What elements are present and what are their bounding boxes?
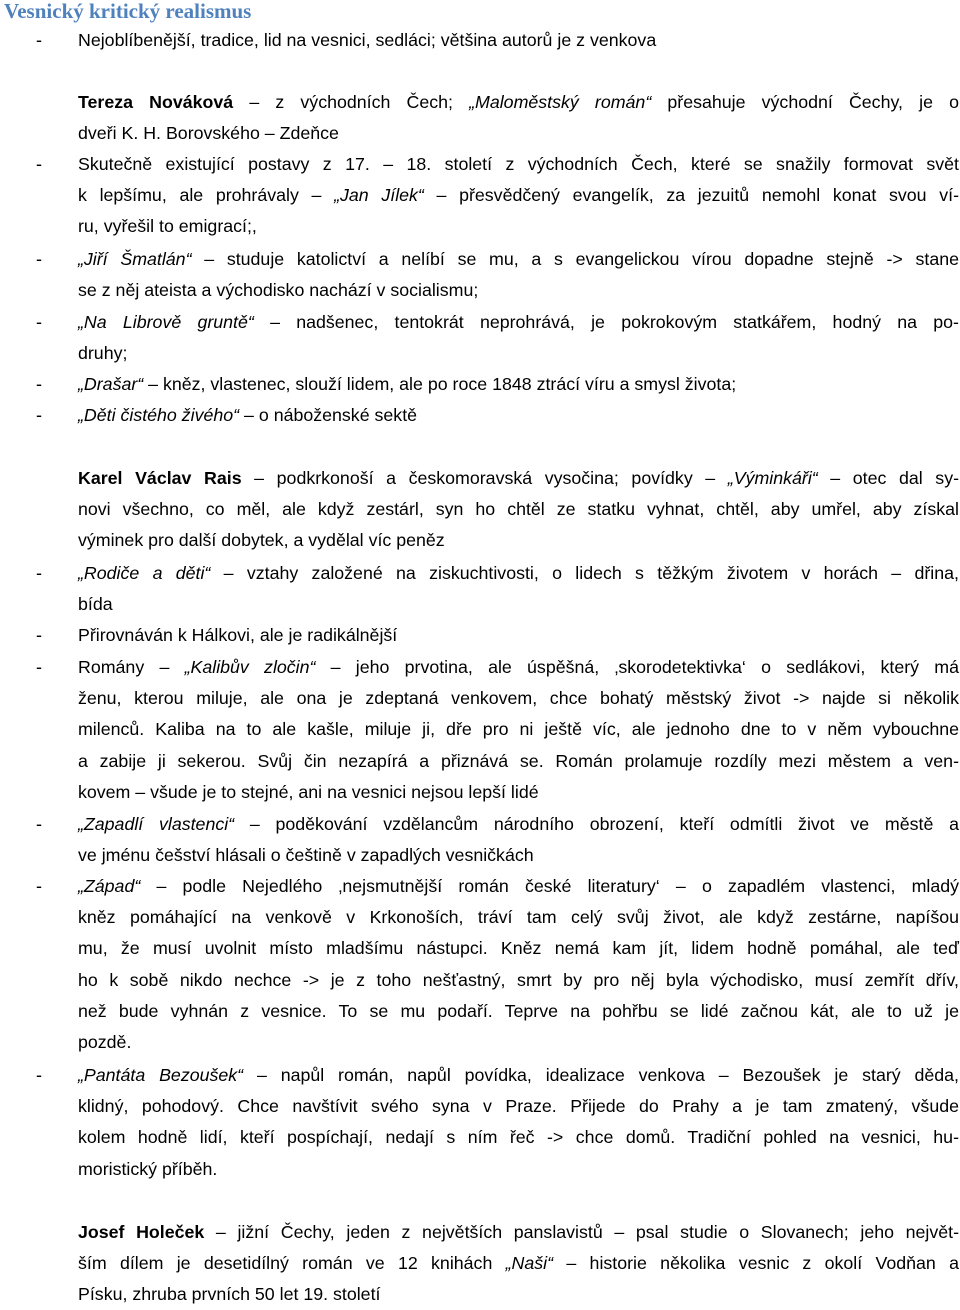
bullet-dash: - <box>36 1065 42 1085</box>
text-line: Romány – „Kalibův zločin“ – jeho prvotina, ale úspěšná, ‚skorodetektivka‘ o sedlákovi, který má <box>78 657 960 677</box>
text-line: „Západ“ – podle Nejedlého ‚nejsmutnější román české literatury‘ – o zapadlém vlastenci, mladý <box>78 876 959 896</box>
text-line: bída <box>78 594 113 614</box>
bullet-dash: - <box>36 625 42 645</box>
text-line: kněz pomáhající na venkově v Krkonoších, tráví tam celý svůj život, ale když zestárne, napíšou <box>78 907 959 927</box>
text-line: dveři K. H. Borovského – Zdeňce <box>78 123 339 143</box>
text-line: k lepšímu, ale prohrávaly – „Jan Jílek“ – přesvědčený evangelík, za jezuitů nemohl konat svou ví- <box>78 185 959 205</box>
work-title: „Jan Jílek“ <box>334 185 424 205</box>
work-title: „Naši“ <box>505 1253 554 1273</box>
work-title: „Na Librově gruntě“ <box>78 312 254 332</box>
work-title: „Děti čistého živého“ <box>78 405 240 425</box>
text-line: „Zapadlí vlastenci“ – poděkování vzdělancům národního obrození, kteří odmítli život ve městě a <box>78 814 959 834</box>
text-line: Josef Holeček – jižní Čechy, jeden z největších panslavistů – psal studie o Slovanech; jeho největ- <box>78 1222 960 1242</box>
bullet-dash: - <box>36 563 42 583</box>
text-line: ru, vyřešil to emigrací;, <box>78 216 257 236</box>
text-line: milenců. Kaliba na to ale kašle, miluje ji, dře pro ni ještě víc, ale jednoho dne to v něm vybouchne <box>78 719 959 739</box>
text-line: Písku, zhruba prvních 50 let 19. století <box>78 1284 381 1304</box>
bullet-dash: - <box>36 405 42 425</box>
work-title: „Drašar“ <box>78 374 144 394</box>
bullet-dash: - <box>36 814 42 834</box>
bullet-dash: - <box>36 154 42 174</box>
work-title: „Západ“ <box>78 876 141 896</box>
text-line: druhy; <box>78 343 128 363</box>
text-line: ženu, kterou miluje, ale ona je zdeptaná venkovem, chce bohatý městský život -> najde si několik <box>78 688 959 708</box>
bullet-dash: - <box>36 30 42 50</box>
text-line: Přirovnáván k Hálkovi, ale je radikálnější <box>78 625 398 645</box>
text-line: kolem hodně lidí, kteří pospíchají, nedají s ním řeč -> chce domů. Tradiční pohled na vesnici, hu- <box>78 1127 959 1147</box>
work-title: „Pantáta Bezoušek“ <box>78 1065 244 1085</box>
text-line: „Jiří Šmatlán“ – studuje katolictví a nelíbí se mu, a s evangelickou vírou dopadne stejně -> stane <box>78 249 959 269</box>
bullet-dash: - <box>36 374 42 394</box>
work-title: „Maloměstský román“ <box>469 92 652 112</box>
bullet-dash: - <box>36 657 42 677</box>
work-title: „Kalibův zločin“ <box>184 657 316 677</box>
bullet-dash: - <box>36 249 42 269</box>
author-name: Karel Václav Rais <box>78 468 242 488</box>
text-line: klidný, pohodový. Chce navštívit svého syna v Praze. Přijede do Prahy a je tam zmatený, všude <box>78 1096 959 1116</box>
text-line: kovem – všude je to stejné, ani na vesnici nejsou lepší lidé <box>78 782 539 802</box>
text-line: pozdě. <box>78 1032 132 1052</box>
text-line: „Drašar“ – kněz, vlastenec, slouží lidem, ale po roce 1848 ztrácí víru a smysl života; <box>78 374 737 394</box>
text-line: „Na Librově gruntě“ – nadšenec, tentokrát neprohrává, je pokrokovým statkářem, hodný na po- <box>78 312 959 332</box>
bullet-dash: - <box>36 312 42 332</box>
text-line: novi všechno, co měl, ale když zestárl, syn ho chtěl ze statku vyhnat, chtěl, aby umřel, aby získal <box>78 499 959 519</box>
author-name: Tereza Nováková <box>78 92 234 112</box>
text-line: „Pantáta Bezoušek“ – napůl román, napůl povídka, idealizace venkova – Bezoušek je starý děda, <box>78 1065 959 1085</box>
text-line: Nejoblíbenější, tradice, lid na vesnici, sedláci; většina autorů je z venkova <box>78 30 657 50</box>
document-title: Vesnický kritický realismus <box>4 0 252 23</box>
work-title: „Zapadlí vlastenci“ <box>78 814 235 834</box>
text-line: se z něj ateista a východisko nachází v socialismu; <box>78 280 479 300</box>
work-title: „Rodiče a děti“ <box>78 563 211 583</box>
text-line: a zabije ji sekerou. Svůj čin nezapírá a přiznává se. Román prolamuje rozdíly mezi městem a ven- <box>78 751 959 771</box>
text-line: Tereza Nováková – z východních Čech; „Maloměstský román“ přesahuje východní Čechy, je o <box>78 92 960 112</box>
text-line: výminek pro další dobytek, a vydělal víc peněz <box>78 530 445 550</box>
text-line: „Děti čistého živého“ – o náboženské sektě <box>78 405 418 425</box>
text-line: Karel Václav Rais – podkrkonoší a českomoravská vysočina; povídky – „Výminkáři“ – otec dal sy- <box>78 468 960 488</box>
text-line: mu, že musí uvolnit místo mladšímu nástupci. Kněz nemá kam jít, lidem hodně pomáhal, ale teď <box>78 938 959 958</box>
text-line: ho k sobě nikdo nechce -> je z toho nešťastný, smrt by pro něj byla východisko, musí zemřít dřív, <box>78 970 959 990</box>
text-line: moristický příběh. <box>78 1159 218 1179</box>
text-line: „Rodiče a děti“ – vztahy založené na ziskuchtivosti, o lidech s těžkým životem v horách – dřina, <box>78 563 959 583</box>
text-line: Skutečně existující postavy z 17. – 18. století z východních Čech, které se snažily formovat svět <box>78 154 959 174</box>
text-line: ve jménu češství hlásali o češtině v zapadlých vesničkách <box>78 845 534 865</box>
bullet-dash: - <box>36 876 42 896</box>
text-line: než bude vyhnán z vesnice. To se mu podaří. Teprve na pohřbu se lidé začnou kát, ale to už je <box>78 1001 959 1021</box>
text-line: ším dílem je desetidílný román ve 12 knihách „Naši“ – historie několika vesnic z okolí Vodňan a <box>78 1253 959 1273</box>
work-title: „Jiří Šmatlán“ <box>78 249 192 269</box>
work-title: „Výminkáři“ <box>727 468 818 488</box>
author-name: Josef Holeček <box>78 1222 205 1242</box>
